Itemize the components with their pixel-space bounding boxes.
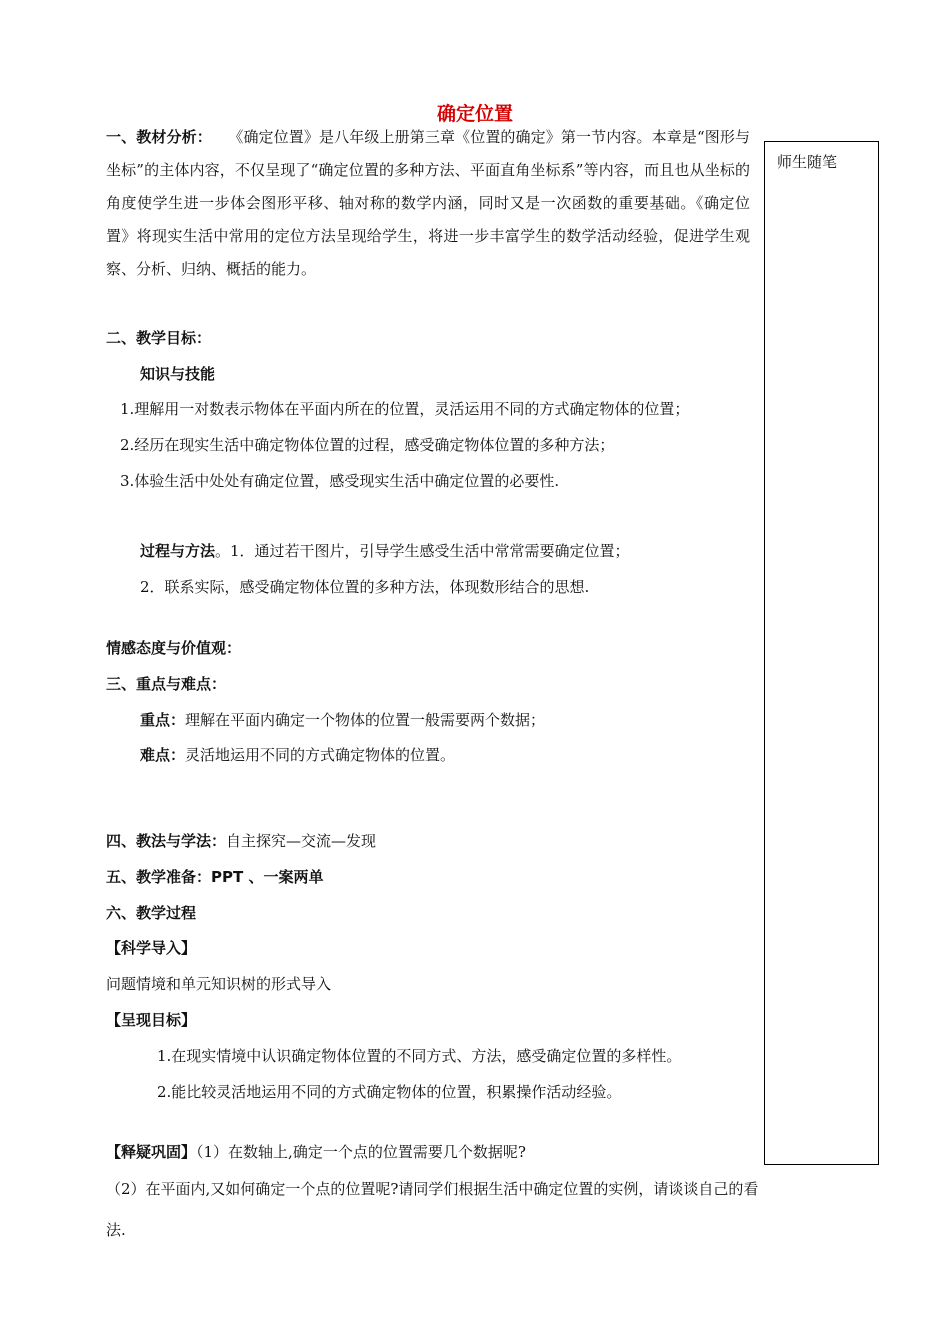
process-method-heading: 过程与方法 xyxy=(140,542,216,560)
present-goal-1: 1.在现实情境中认识确定物体位置的不同方式、方法，感受确定位置的多样性。 xyxy=(157,1047,682,1065)
difficult-point-label: 难点： xyxy=(140,746,186,764)
scientific-intro-label: 【科学导入】 xyxy=(106,939,197,957)
question-1: （1）在数轴上,确定一个点的位置需要几个数据呢? xyxy=(196,1143,526,1161)
attitude-values-heading: 情感态度与价值观： xyxy=(106,639,242,657)
objective-item-1: 1.理解用一对数表示物体在平面内所在的位置，灵活运用不同的方式确定物体的位置； xyxy=(120,400,690,418)
scientific-intro-text: 问题情境和单元知识树的形式导入 xyxy=(106,975,332,993)
key-point-label: 重点： xyxy=(140,711,186,729)
document-title: 确定位置 xyxy=(436,103,513,125)
section-1-heading: 一、教材分析： xyxy=(106,128,212,146)
teacher-student-notes-box xyxy=(764,141,879,1165)
objective-item-3: 3.体验生活中处处有确定位置，感受现实生活中确定位置的必要性. xyxy=(120,472,560,490)
section-2-heading: 二、教学目标： xyxy=(106,329,212,347)
consolidation-line xyxy=(106,1141,526,1163)
key-point-text: 理解在平面内确定一个物体的位置一般需要两个数据； xyxy=(185,711,546,729)
notes-box-label: 师生随笔 xyxy=(777,153,838,171)
section-5-heading: 五、教学准备：PPT 、一案两单 xyxy=(106,868,324,886)
section-4-text: 自主探究—交流—发现 xyxy=(226,832,377,850)
section-6-heading: 六、教学过程 xyxy=(106,904,197,922)
knowledge-skills-heading: 知识与技能 xyxy=(140,365,216,383)
process-method-item-2: 2．联系实际，感受确定物体位置的多种方法，体现数形结合的思想. xyxy=(140,578,590,596)
section-1-text: 《确定位置》是八年级上册第三章《位置的确定》第一节内容。本章是“图形与坐标”的主体内容，不仅呈现了“确定位置的多种方法、平面直角坐标系”等内容，而且也从坐标的角度使学生进一步体会图形平移、轴对称的数学内涵，同时又是一次函数的重要基础。《确定位置》将现实生活中常用的定位方法呈现给学生，将进一步丰富学生的数学活动经验，促进学生观察、分析、归纳、概括的能力。 xyxy=(106,128,750,278)
question-2-end: 法. xyxy=(106,1221,126,1239)
difficult-point-text: 灵活地运用不同的方式确定物体的位置。 xyxy=(185,746,456,764)
consolidation-label: 【释疑巩固】 xyxy=(106,1143,197,1161)
difficult-point-line xyxy=(140,744,455,766)
present-goal-2: 2.能比较灵活地运用不同的方式确定物体的位置，积累操作活动经验。 xyxy=(157,1083,622,1101)
process-method-line xyxy=(140,540,630,562)
objective-item-2: 2.经历在现实生活中确定物体位置的过程，感受确定物体位置的多种方法； xyxy=(120,436,615,454)
textbook-analysis-paragraph xyxy=(106,121,750,286)
process-method-text: 。1．通过若干图片，引导学生感受生活中常常需要确定位置； xyxy=(215,542,630,560)
question-2: （2）在平面内,又如何确定一个点的位置呢?请同学们根据生活中确定位置的实例，请谈谈自己的看 xyxy=(106,1180,759,1198)
section-4-line xyxy=(106,830,376,852)
present-goals-label: 【呈现目标】 xyxy=(106,1011,197,1029)
section-4-heading: 四、教法与学法： xyxy=(106,832,227,850)
key-point-line xyxy=(140,709,545,731)
section-3-heading: 三、重点与难点： xyxy=(106,675,227,693)
